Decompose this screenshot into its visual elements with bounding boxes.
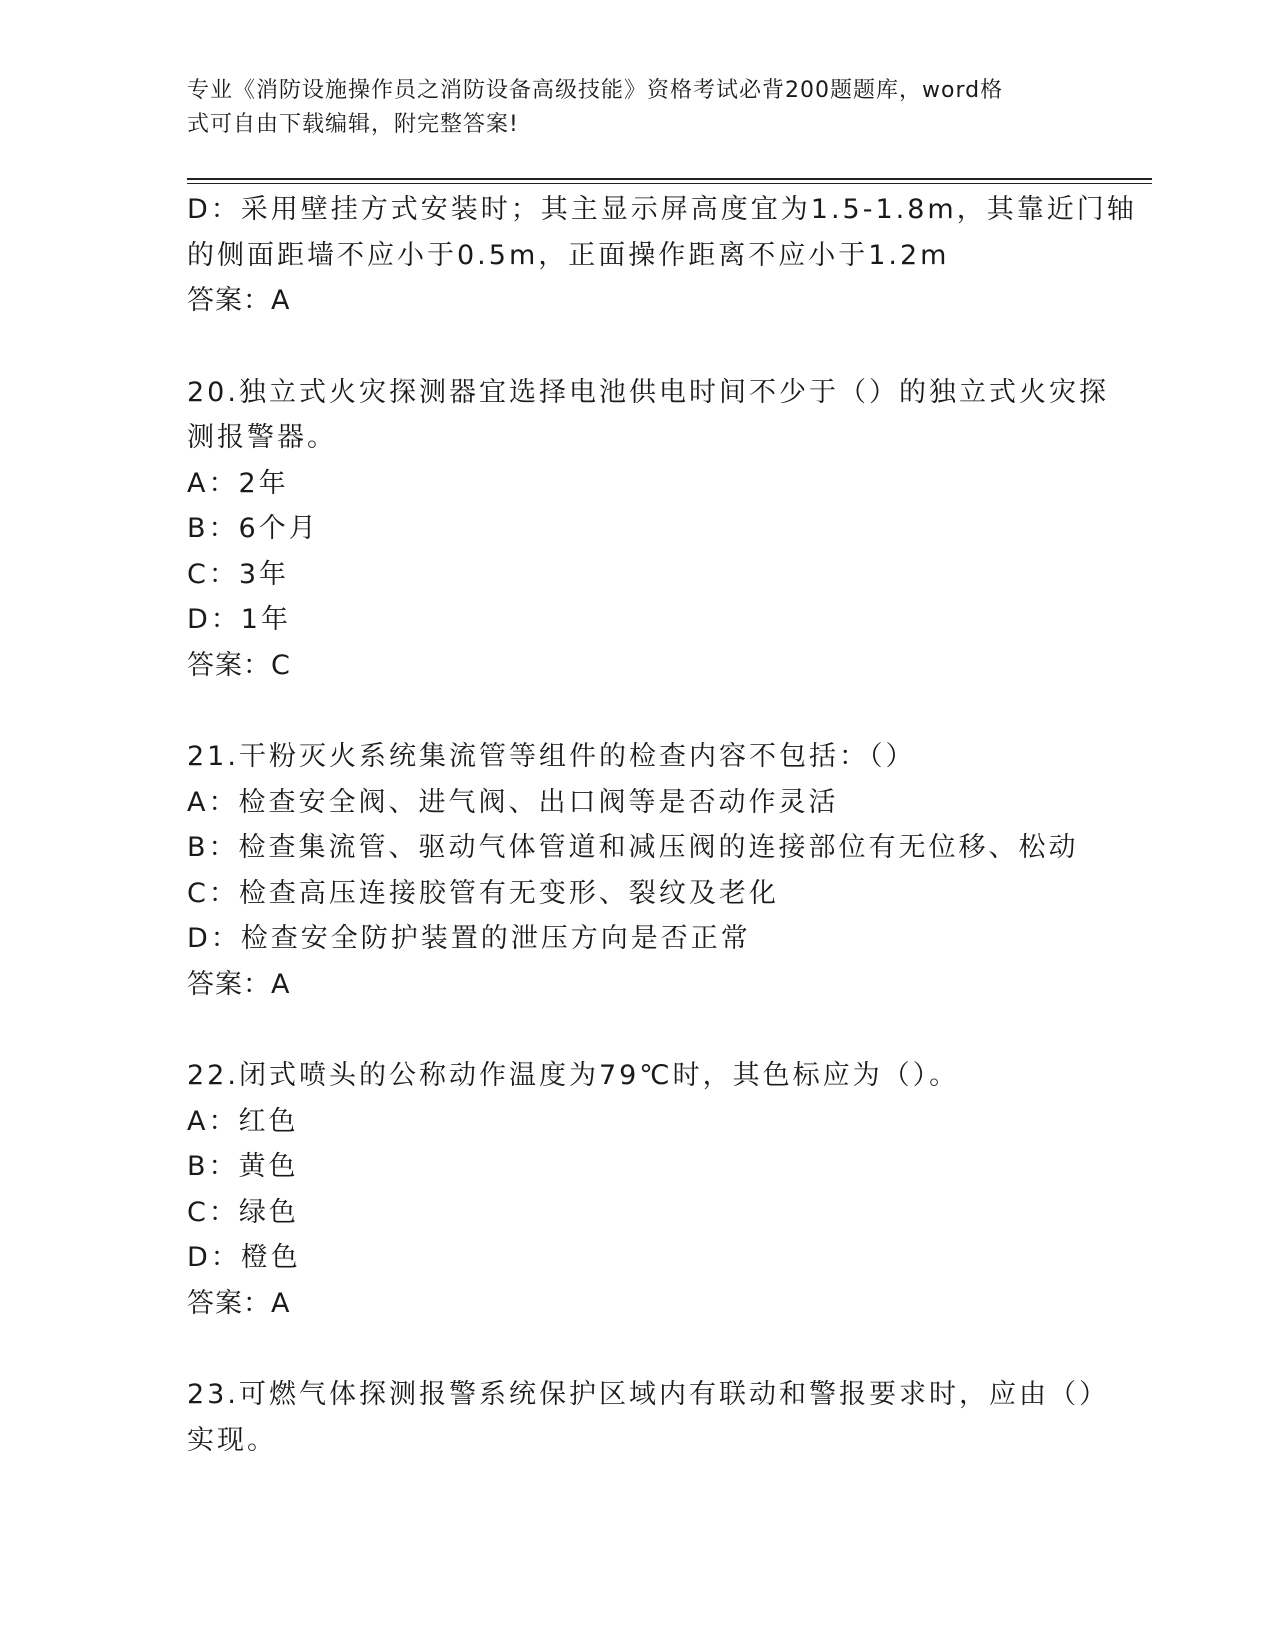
question-21 xyxy=(187,734,1087,1007)
option-d-line-1: D：采用壁挂方式安装时；其主显示屏高度宜为1.5-1.8m，其靠近门轴 xyxy=(187,194,1137,225)
option-b: B：6个月 xyxy=(187,513,319,544)
answer: 答案：A xyxy=(187,1287,291,1319)
option-d-line-2: 的侧面距墙不应小于0.5m，正面操作距离不应小于1.2m xyxy=(187,239,950,271)
question-stem-line-1: 21.干粉灭火系统集流管等组件的检查内容不包括：（） xyxy=(187,741,916,772)
question-23 xyxy=(187,1372,1109,1463)
question-content xyxy=(187,187,1137,1463)
question-stem-line-1: 20.独立式火灾探测器宜选择电池供电时间不少于（）的独立式火灾探 xyxy=(187,376,1109,408)
question-20 xyxy=(187,370,1109,689)
option-b: B：黄色 xyxy=(187,1151,299,1182)
option-b: B：检查集流管、驱动气体管道和减压阀的连接部位有无位移、松动 xyxy=(187,832,1079,863)
header-divider-thin xyxy=(187,183,1152,184)
option-a: A：红色 xyxy=(187,1105,299,1137)
answer: 答案：A xyxy=(187,285,291,316)
document-header xyxy=(187,74,1067,142)
option-d: D：橙色 xyxy=(187,1242,301,1273)
question-stem-line-1: 22.闭式喷头的公称动作温度为79℃时，其色标应为（）。 xyxy=(187,1060,960,1091)
option-c: C：检查高压连接胶管有无变形、裂纹及老化 xyxy=(187,877,779,909)
question-stem-line-1: 23.可燃气体探测报警系统保护区域内有联动和警报要求时，应由（） xyxy=(187,1379,1109,1410)
option-c: C：3年 xyxy=(187,558,290,590)
previous-question-tail xyxy=(187,187,1137,324)
option-d: D：1年 xyxy=(187,604,291,635)
question-22 xyxy=(187,1053,1087,1326)
option-a: A：检查安全阀、进气阀、出口阀等是否动作灵活 xyxy=(187,786,839,818)
option-d: D：检查安全防护装置的泄压方向是否正常 xyxy=(187,923,751,954)
header-line-2: 式可自由下载编辑，附完整答案! xyxy=(187,112,519,137)
header-divider-thick xyxy=(187,178,1152,180)
question-stem-line-2: 测报警器。 xyxy=(187,422,337,453)
spacer xyxy=(187,1007,1087,1053)
answer: 答案：C xyxy=(187,649,291,681)
option-a: A：2年 xyxy=(187,467,289,499)
spacer xyxy=(187,324,1087,370)
spacer xyxy=(187,1326,1087,1372)
header-line-1: 专业《消防设施操作员之消防设备高级技能》资格考试必背200题题库，word格 xyxy=(187,78,1004,103)
option-c: C：绿色 xyxy=(187,1196,299,1228)
question-stem-line-2: 实现。 xyxy=(187,1424,277,1456)
spacer xyxy=(187,688,1087,734)
answer: 答案：A xyxy=(187,968,291,1000)
